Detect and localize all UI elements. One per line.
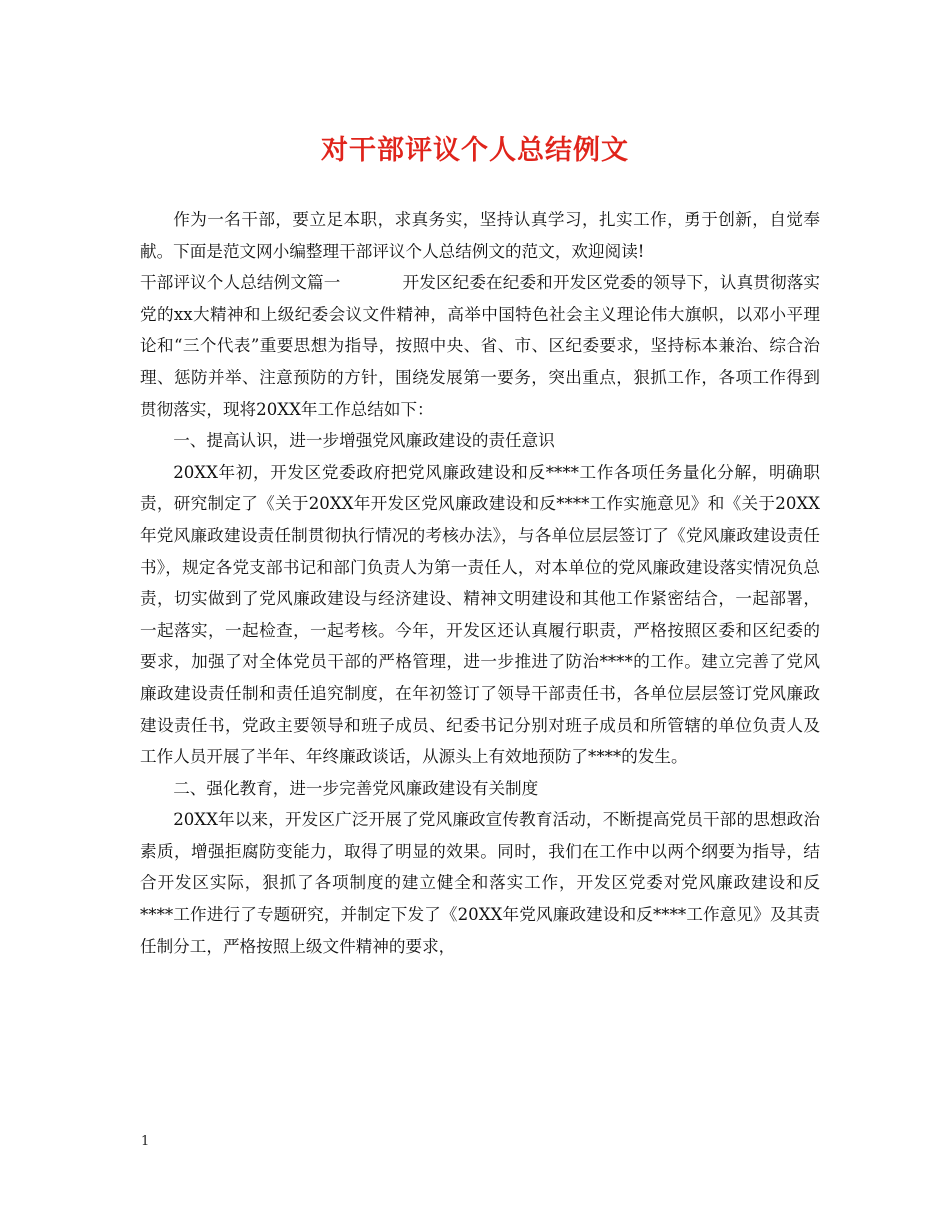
body-paragraph-one: 20XX年初，开发区党委政府把党风廉政建设和反****工作各项任务量化分解，明确职责，研究制定了《关于20XX年开发区党风廉政建设和反****工作实施意见》和《关于20XX年党风廉政建设责任制贯彻执行情况的考核办法》，与各单位层层签订了《党风廉政建设责任书》，规定各党支部书记和部门负责人为第一责任人，对本单位的党风廉政建设落实情况负总责，切实做到了党风廉政建设与经济建设、精神文明建设和其他工作紧密结合，一起部署，一起落实，一起检查，一起考核。今年，开发区还认真履行职责，严格按照区委和区纪委的要求，加强了对全体党员干部的严格管理，进一步推进了防治****的工作。建立完善了党风廉政建设责任制和责任追究制度，在年初签订了领导干部责任书，各单位层层签订党风廉政建设责任书，党政主要领导和班子成员、纪委书记分别对班子成员和所管辖的单位负责人及工作人员开展了半年、年终廉政谈话，从源头上有效地预防了****的发生。	[140, 462, 820, 767]
page-number: 1	[141, 1134, 150, 1149]
heading-two: 二、强化教育，进一步完善党风廉政建设有关制度	[173, 778, 539, 798]
document-body	[140, 204, 820, 962]
intro-paragraph: 作为一名干部，要立足本职，求真务实，坚持认真学习，扎实工作，勇于创新，自觉奉献。下面是范文网小编整理干部评议个人总结例文的范文，欢迎阅读!	[140, 210, 820, 261]
document-title: 对干部评议个人总结例文	[321, 135, 629, 166]
section-paragraph	[140, 267, 820, 425]
heading-one: 一、提高认识，进一步增强党风廉政建设的责任意识	[173, 431, 555, 451]
section-title: 干部评议个人总结例文篇一	[140, 273, 341, 293]
section-first-paragraph: 开发区纪委在纪委和开发区党委的领导下，认真贯彻落实党的xx大精神和上级纪委会议文件精神，高举中国特色社会主义理论伟大旗帜，以邓小平理论和“三个代表”重要思想为指导，按照中央、省、市、区纪委要求，坚持标本兼治、综合治理、惩防并举、注意预防的方针，围绕发展第一要务，突出重点，狠抓工作，各项工作得到贯彻落实，现将20XX年工作总结如下：	[140, 273, 821, 419]
body-paragraph-two: 20XX年以来，开发区广泛开展了党风廉政宣传教育活动，不断提高党员干部的思想政治素质，增强拒腐防变能力，取得了明显的效果。同时，我们在工作中以两个纲要为指导，结合开发区实际，狠抓了各项制度的建立健全和落实工作，开发区党委对党风廉政建设和反****工作进行了专题研究，并制定下发了《20XX年党风廉政建设和反****工作意见》及其责任制分工，严格按照上级文件精神的要求，	[140, 810, 820, 956]
